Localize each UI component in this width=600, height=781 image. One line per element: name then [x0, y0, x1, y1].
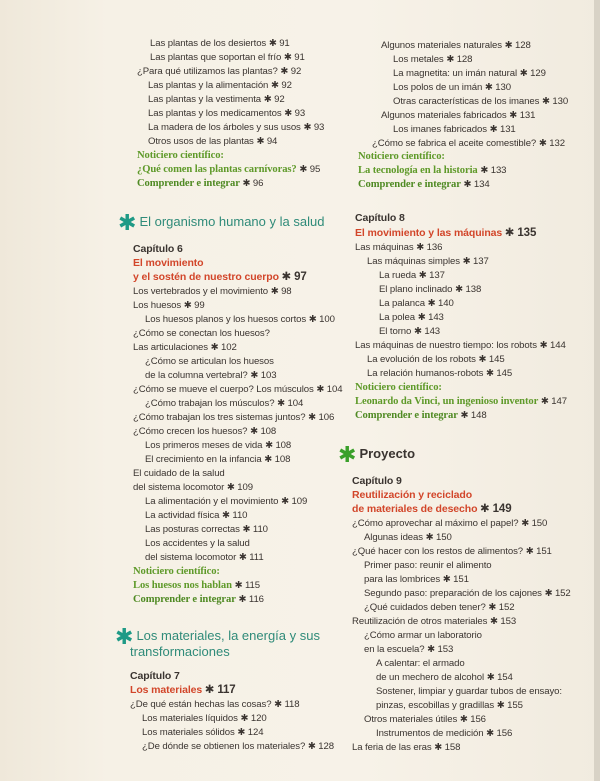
toc-entry: Sostener, limpiar y guardar tubos de ensayo:	[376, 686, 562, 697]
news-label: Noticiero científico:	[355, 382, 442, 393]
page-number: ✱ 95	[299, 164, 321, 175]
news-title: Los huesos nos hablan	[133, 580, 232, 591]
toc-entry: ¿Qué hacer con los restos de alimentos? ✱ 151	[352, 546, 552, 557]
toc-entry: Las plantas y la alimentación ✱ 92	[148, 80, 292, 91]
toc-entry: en la escuela? ✱ 153	[364, 644, 454, 655]
page-number: ✱ 133	[480, 165, 507, 176]
toc-entry: El plano inclinado ✱ 138	[379, 284, 482, 295]
toc-entry: ¿Cómo crecen los huesos? ✱ 108	[133, 426, 277, 437]
toc-entry: ¿Cómo trabajan los músculos? ✱ 104	[145, 398, 304, 409]
chapter-title-line	[352, 503, 512, 516]
toc-entry: ¿De qué están hechas las cosas? ✱ 118	[130, 699, 300, 710]
toc-entry: La rueda ✱ 137	[379, 270, 445, 281]
toc-entry: Los materiales líquidos ✱ 120	[142, 713, 267, 724]
toc-entry: de un mechero de alcohol ✱ 154	[376, 672, 513, 683]
toc-entry: La evolución de los robots ✱ 145	[367, 354, 505, 365]
comprender-title: Comprender e integrar	[358, 179, 461, 190]
toc-entry: ¿Cómo trabajan los tres sistemas juntos? ✱ 106	[133, 412, 335, 423]
page-number: ✱ 148	[460, 410, 487, 421]
toc-entry: Los imanes fabricados ✱ 131	[393, 124, 516, 135]
toc-entry: ¿Cómo se mueve el cuerpo? Los músculos ✱ 104	[133, 384, 343, 395]
toc-entry: ¿Qué cuidados deben tener? ✱ 152	[364, 602, 515, 613]
comprender-title: Comprender e integrar	[133, 594, 236, 605]
toc-entry: Primer paso: reunir el alimento	[364, 560, 492, 571]
toc-entry: Segundo paso: preparación de los cajones ✱ 152	[364, 588, 571, 599]
toc-entry: La palanca ✱ 140	[379, 298, 454, 309]
toc-entry: La alimentación y el movimiento ✱ 109	[145, 496, 308, 507]
news-label: Noticiero científico:	[137, 150, 224, 161]
news-label: Noticiero científico:	[133, 566, 220, 577]
asterisk-icon: ✱	[338, 442, 357, 467]
page-number: ✱ 115	[234, 580, 260, 591]
toc-entry: Las plantas y los medicamentos ✱ 93	[148, 108, 306, 119]
toc-entry: Las posturas correctas ✱ 110	[145, 524, 268, 535]
toc-entry: A calentar: el armado	[376, 658, 465, 669]
news-label: Noticiero científico:	[358, 151, 445, 162]
chapter-title-line	[355, 227, 536, 240]
toc-entry: ¿Cómo se articulan los huesos	[145, 356, 274, 367]
page-edge	[594, 0, 600, 781]
page-number: ✱ 134	[463, 179, 490, 190]
page-number: ✱ 149	[480, 503, 512, 515]
toc-entry: El torno ✱ 143	[379, 326, 441, 337]
chapter-label: Capítulo 7	[130, 670, 180, 682]
page-number: ✱ 135	[504, 227, 537, 239]
news-entry	[137, 164, 320, 176]
chapter-title: Los materiales	[130, 684, 203, 696]
asterisk-icon: ✱	[118, 210, 137, 235]
toc-entry: de la columna vertebral? ✱ 103	[145, 370, 277, 381]
toc-entry: La madera de los árboles y sus usos ✱ 93	[148, 122, 325, 133]
toc-entry: Otros materiales útiles ✱ 156	[364, 714, 486, 725]
page-number: ✱ 147	[540, 396, 567, 407]
toc-entry: Algunos materiales naturales ✱ 128	[381, 40, 531, 51]
toc-entry: Las articulaciones ✱ 102	[133, 342, 237, 353]
toc-entry: ¿Cómo se conectan los huesos?	[133, 328, 270, 339]
toc-entry: El cuidado de la salud	[133, 468, 225, 479]
toc-entry: Algunos materiales fabricados ✱ 131	[381, 110, 536, 121]
section-title: transformaciones	[130, 644, 230, 659]
comprender-entry	[355, 410, 487, 422]
comprender-title: Comprender e integrar	[137, 178, 240, 189]
toc-entry: La polea ✱ 143	[379, 312, 444, 323]
comprender-entry	[133, 594, 264, 606]
chapter-title-line	[133, 271, 307, 284]
chapter-title: de materiales de desecho	[352, 503, 478, 515]
comprender-title: Comprender e integrar	[355, 410, 458, 421]
toc-entry: ¿Cómo aprovechar al máximo el papel? ✱ 150	[352, 518, 548, 529]
chapter-label: Capítulo 6	[133, 243, 183, 255]
section-title: Proyecto	[359, 446, 416, 461]
comprender-entry	[137, 178, 263, 190]
toc-entry: La magnetita: un imán natural ✱ 129	[393, 68, 546, 79]
toc-entry: La feria de las eras ✱ 158	[352, 742, 461, 753]
toc-entry: ¿De dónde se obtienen los materiales? ✱ 128	[142, 741, 335, 752]
chapter-label: Capítulo 8	[355, 212, 405, 224]
toc-entry: pinzas, escobillas y gradillas ✱ 155	[376, 700, 523, 711]
page-number: ✱ 116	[238, 594, 264, 605]
toc-entry: La relación humanos-robots ✱ 145	[367, 368, 513, 379]
toc-entry: Algunas ideas ✱ 150	[364, 532, 452, 543]
toc-entry: ¿Cómo se fabrica el aceite comestible? ✱ 132	[372, 138, 565, 149]
toc-entry: Otras características de los imanes ✱ 130	[393, 96, 569, 107]
toc-entry: Reutilización de otros materiales ✱ 153	[352, 616, 517, 627]
toc-entry: Los huesos planos y los huesos cortos ✱ 100	[145, 314, 335, 325]
news-title: Leonardo da Vinci, un ingenioso inventor	[355, 396, 539, 407]
news-title: ¿Qué comen las plantas carnívoras?	[137, 164, 297, 175]
toc-entry: Los primeros meses de vida ✱ 108	[145, 440, 292, 451]
toc-entry: La actividad física ✱ 110	[145, 510, 248, 521]
chapter-title: Reutilización y reciclado	[352, 489, 473, 501]
page-number: ✱ 117	[204, 684, 236, 696]
toc-entry: Instrumentos de medición ✱ 156	[376, 728, 513, 739]
section-title: Los materiales, la energía y sus	[136, 628, 320, 643]
chapter-title-line	[130, 684, 236, 697]
section-heading-materials	[115, 624, 320, 649]
chapter-label: Capítulo 9	[352, 475, 402, 487]
news-entry	[358, 165, 506, 177]
toc-entry: Los vertebrados y el movimiento ✱ 98	[133, 286, 292, 297]
section-heading-human	[118, 210, 325, 235]
section-heading-materials-line2	[130, 644, 230, 659]
section-heading-project	[338, 442, 416, 467]
toc-entry: Las máquinas ✱ 136	[355, 242, 443, 253]
news-entry	[133, 580, 260, 592]
toc-entry: del sistema locomotor ✱ 109	[133, 482, 253, 493]
toc-entry: Los accidentes y la salud	[145, 538, 250, 549]
toc-entry: ¿Cómo armar un laboratorio	[364, 630, 482, 641]
news-entry	[355, 396, 567, 408]
toc-entry: Los polos de un imán ✱ 130	[393, 82, 511, 93]
toc-entry: ¿Para qué utilizamos las plantas? ✱ 92	[137, 66, 302, 77]
toc-entry: del sistema locomotor ✱ 111	[145, 552, 264, 563]
toc-entry: para las lombrices ✱ 151	[364, 574, 469, 585]
toc-entry: Las plantas que soportan el frío ✱ 91	[150, 52, 305, 63]
toc-entry: Los materiales sólidos ✱ 124	[142, 727, 264, 738]
toc-entry: Los huesos ✱ 99	[133, 300, 205, 311]
toc-entry: Los metales ✱ 128	[393, 54, 473, 65]
toc-entry: Las máquinas simples ✱ 137	[367, 256, 489, 267]
page-number: ✱ 96	[242, 178, 264, 189]
comprender-entry	[358, 179, 490, 191]
chapter-title: y el sostén de nuestro cuerpo	[133, 271, 279, 283]
toc-entry: Las plantas y la vestimenta ✱ 92	[148, 94, 285, 105]
toc-entry: Las plantas de los desiertos ✱ 91	[150, 38, 290, 49]
toc-entry: El crecimiento en la infancia ✱ 108	[145, 454, 291, 465]
chapter-title: El movimiento	[133, 257, 204, 269]
news-title: La tecnología en la historia	[358, 165, 478, 176]
chapter-title: El movimiento y las máquinas	[355, 227, 503, 239]
toc-entry: Otros usos de las plantas ✱ 94	[148, 136, 278, 147]
section-title: El organismo humano y la salud	[139, 214, 325, 229]
page-number: ✱ 97	[281, 271, 307, 283]
asterisk-icon: ✱	[115, 624, 134, 649]
toc-entry: Las máquinas de nuestro tiempo: los robots ✱ 144	[355, 340, 566, 351]
